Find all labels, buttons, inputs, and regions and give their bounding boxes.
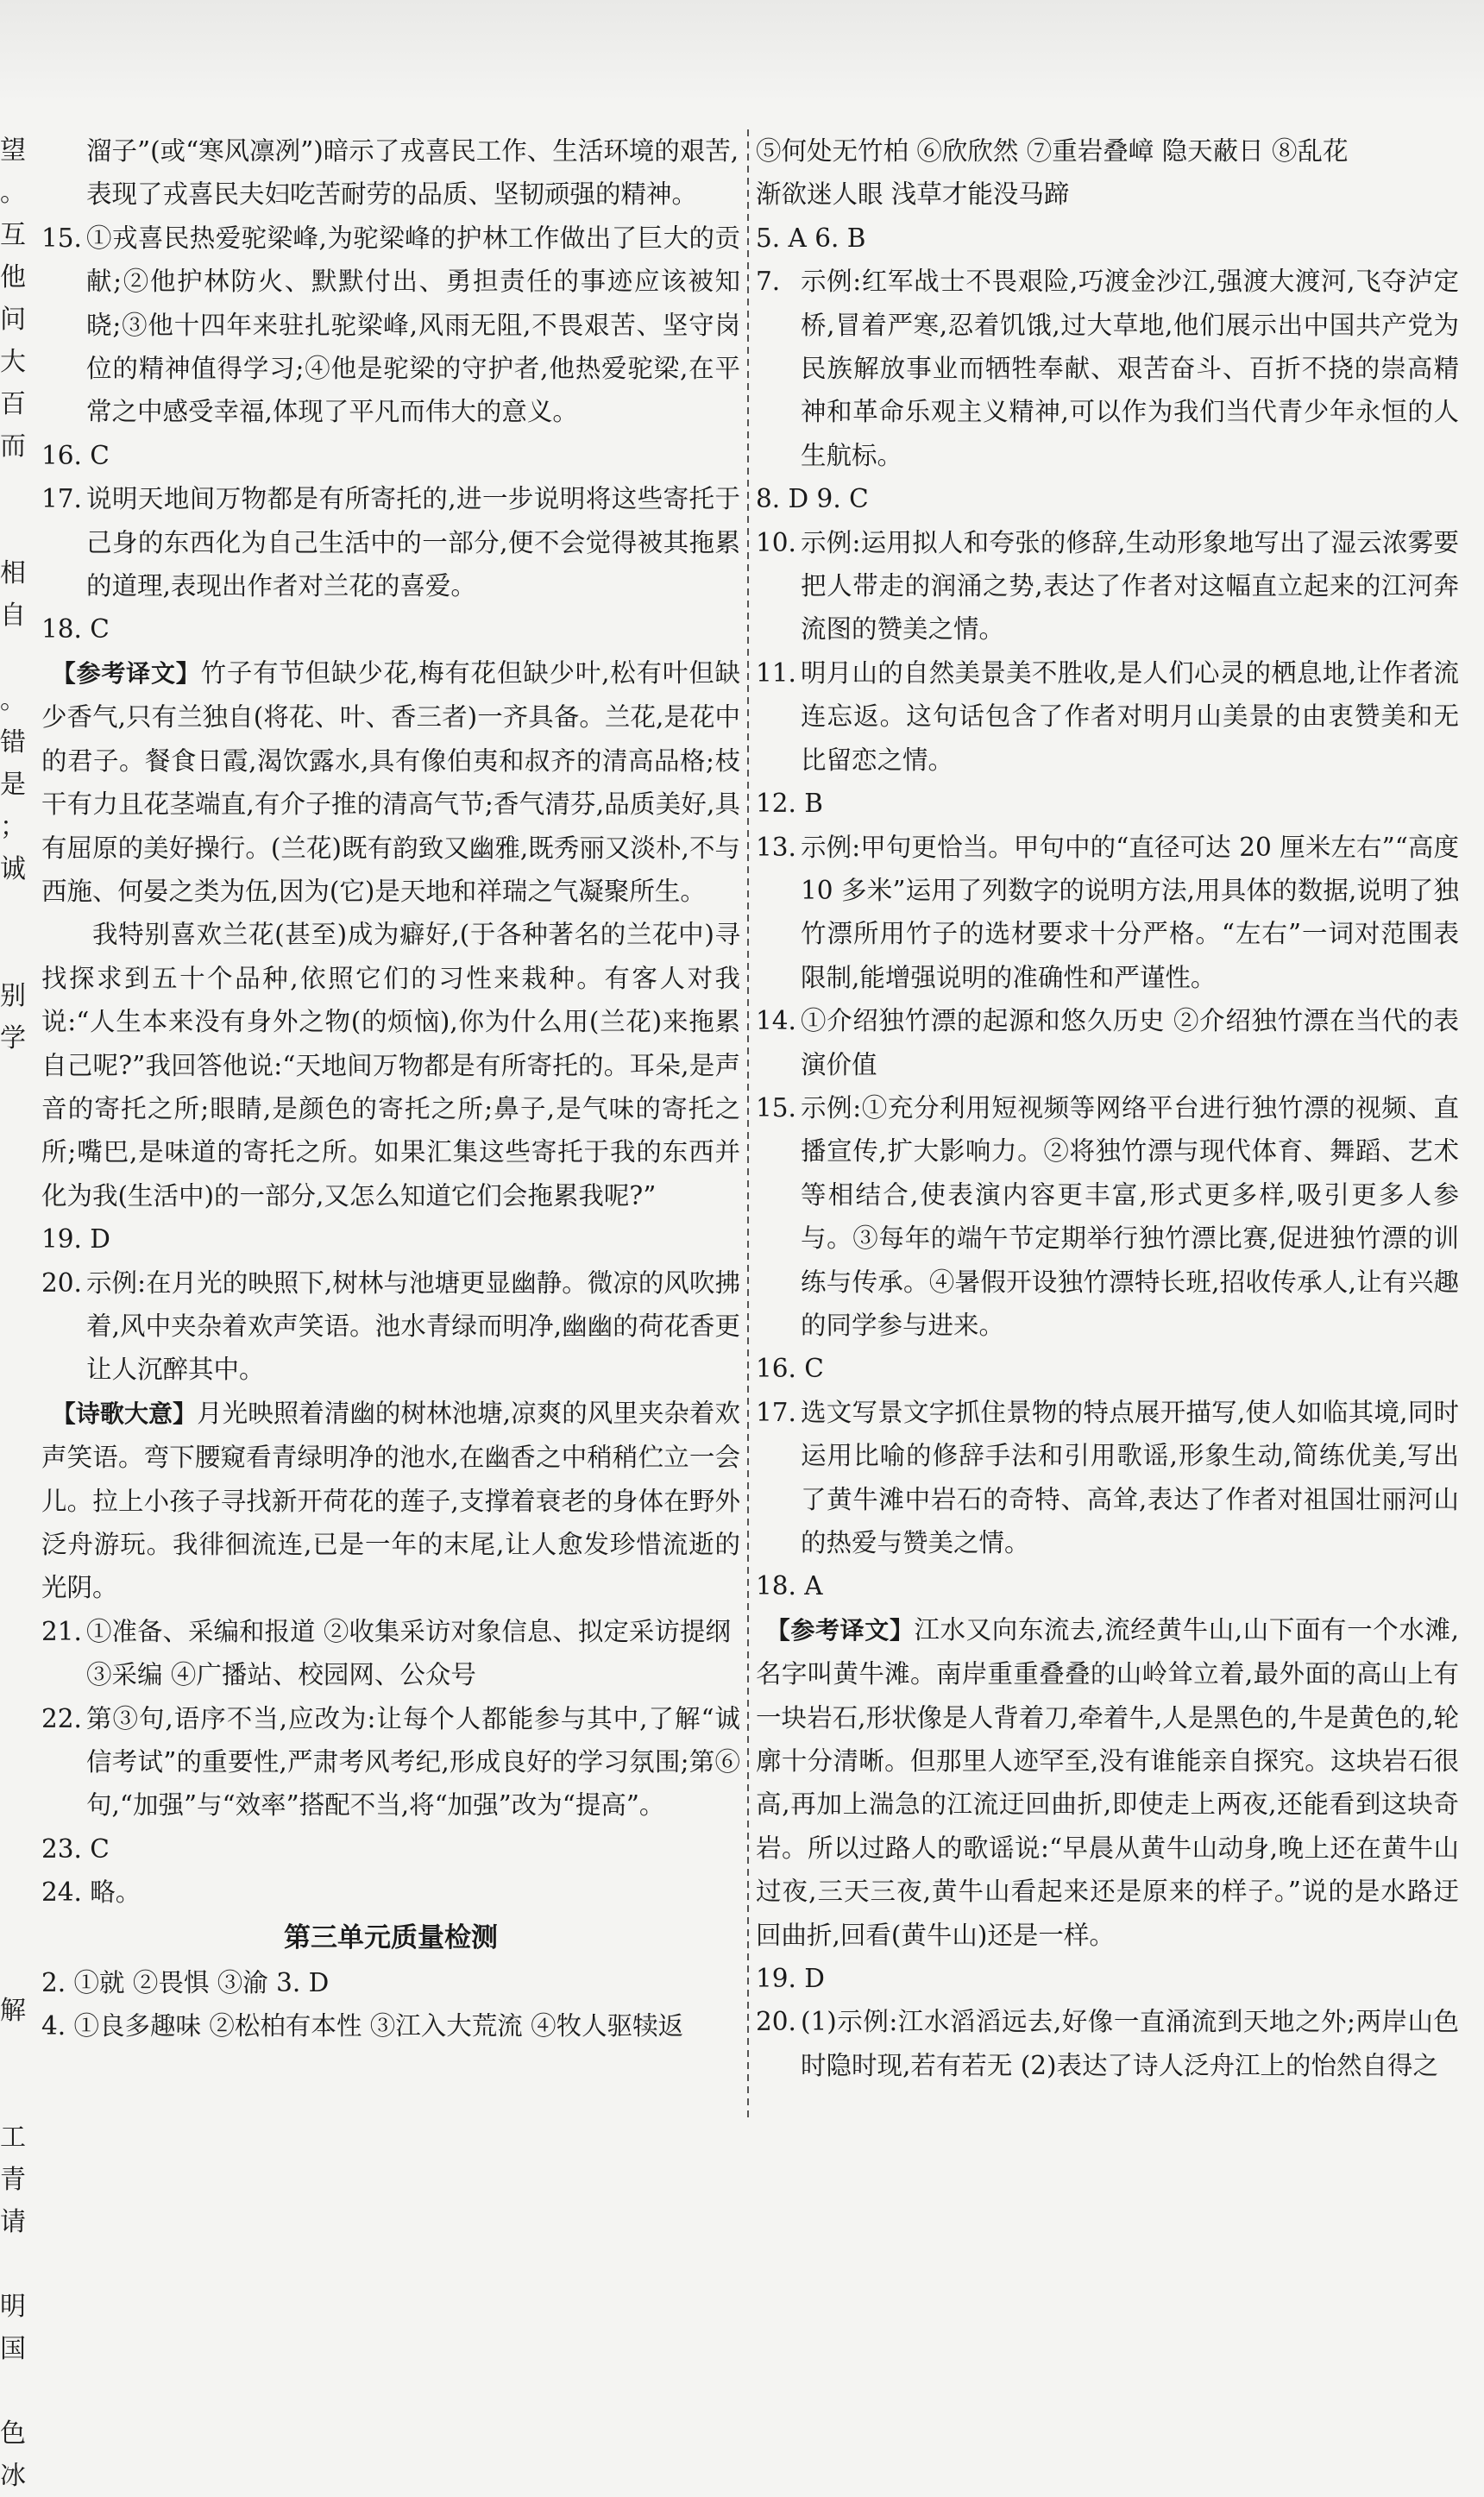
- answer-short: 4. ①良多趣味 ②松柏有本性 ③江入大荒流 ④牧人驱犊返: [41, 2011, 684, 2041]
- section-title: 第三单元质量检测: [284, 1921, 498, 1953]
- edge-char: 青: [0, 2165, 26, 2195]
- edge-char: [0, 1609, 35, 1651]
- item-text: 选文写景文字抓住景物的特点展开描写,使人如临其境,同时运用比喻的修辞手法和引用歌谣,形象生动,简练优美,写出了黄牛滩中岩石的奇特、高耸,表达了作者对祖国壮丽河山的热爱与赞美之情。: [801, 1397, 1459, 1557]
- edge-char: [1465, 1778, 1484, 1821]
- edge-char: [1465, 1060, 1484, 1102]
- edge-char: [0, 1651, 35, 1694]
- item-text: ③采编 ④广播站、校园网、公众号: [86, 1660, 476, 1690]
- edge-char: [1465, 2286, 1484, 2328]
- edge-char: [1465, 1863, 1484, 1905]
- edge-char: [0, 2243, 35, 2286]
- edge-char: [0, 1525, 35, 1567]
- edge-char: 望: [0, 135, 26, 166]
- edge-char: [0, 1144, 35, 1186]
- right-column: [756, 129, 1459, 2087]
- answer-short: 24. 略。: [41, 1877, 141, 1908]
- answer-short: 12. B: [756, 789, 823, 819]
- edge-char: [1465, 1736, 1484, 1778]
- item-text: 示例:①充分利用短视频等网络平台进行独竹漂的视频、直播宣传,扩大影响力。②将独竹漂与现代体育、舞蹈、艺术等相结合,使表演内容更丰富,形式更多样,吸引更多人参与。③每年的端午节定期举行独竹漂比赛,促进独竹漂的训练与传承。④暑假开设独竹漂特长班,招收传承人,让有兴趣的同学参与进来。: [801, 1092, 1459, 1340]
- translation-tag: 【参考译文】: [765, 1615, 915, 1645]
- right-edge-clipped-text: [1465, 129, 1484, 2412]
- edge-char: [1465, 1651, 1484, 1694]
- edge-char: [0, 1229, 35, 1271]
- q4-continuation-line: ⑤何处无竹柏 ⑥欣欣然 ⑦重岩叠嶂 隐天蔽日 ⑧乱花: [756, 136, 1349, 166]
- item-text: 明月山的自然美景美不胜收,是人们心灵的栖息地,让作者流连忘返。这句话包含了作者对明月山美景的由衷赞美和无比留恋之情。: [801, 657, 1459, 775]
- edge-char: 请: [0, 2207, 26, 2237]
- edge-char: [1465, 764, 1484, 806]
- edge-char: [0, 1736, 35, 1778]
- item-number: 15.: [41, 223, 82, 253]
- edge-char: [1465, 214, 1484, 256]
- edge-char: [0, 468, 35, 510]
- edge-char: [1465, 2074, 1484, 2116]
- answer-short: 18. A: [756, 1571, 823, 1601]
- item-text: 示例:在月光的映照下,树林与池塘更显幽静。微凉的风吹拂着,风中夹杂着欢声笑语。池水青绿而明净,幽幽的荷花香更让人沉醉其中。: [86, 1267, 740, 1385]
- answer-item: [41, 1697, 740, 1827]
- edge-char: [1465, 299, 1484, 341]
- edge-char: [1465, 1525, 1484, 1567]
- edge-char: [0, 1102, 35, 1144]
- edge-char: [1465, 1567, 1484, 1609]
- answer-item: [41, 1610, 740, 1697]
- edge-char: 而: [0, 431, 26, 462]
- edge-char: 相: [0, 558, 26, 588]
- edge-char: [0, 933, 35, 975]
- edge-char: [0, 1694, 35, 1736]
- column-divider: [747, 129, 749, 2123]
- edge-char: [1465, 1821, 1484, 1863]
- answer-short: 16. C: [756, 1354, 824, 1384]
- edge-char: [0, 1482, 35, 1525]
- edge-char: [1465, 1905, 1484, 1947]
- edge-char: [0, 1863, 35, 1905]
- edge-char: [1465, 1102, 1484, 1144]
- edge-char: [1465, 129, 1484, 172]
- item-number: 10.: [756, 527, 796, 557]
- page-top-shadow: [0, 0, 1484, 104]
- translation-paragraph: [756, 1608, 1459, 1957]
- edge-char: [1465, 679, 1484, 721]
- item-number: 20.: [756, 2007, 796, 2037]
- translation-text: 江水又向东流去,流经黄牛山,山下面有一个水滩,名字叫黄牛滩。南岸重重叠叠的山岭耸立着,最外面的高山上有一块岩石,形状像是人背着刀,牵着牛,人是黑色的,牛是黄色的,轮廓十分清晰。但那里人迹罕至,没有谁能亲自探究。这块岩石很高,再加上湍急的江流迂回曲折,即使走上两夜,还能看到这块奇岩。所以过路人的歌谣说:“早晨从黄牛山动身,晚上还在黄牛山过夜,三天三夜,黄牛山看起来还是原来的样子。”说的是水路迂回曲折,回看(黄牛山)还是一样。: [756, 1614, 1459, 1950]
- answer-item: [756, 521, 1459, 651]
- item-number: 17.: [756, 1397, 796, 1427]
- edge-char: [0, 2370, 35, 2412]
- edge-char: [1465, 1144, 1484, 1186]
- edge-char: [1465, 1271, 1484, 1313]
- poem-text: 月光映照着清幽的树林池塘,凉爽的风里夹杂着欢声笑语。弯下腰窥看青绿明净的池水,在幽香之中稍稍伫立一会儿。拉上小孩子寻找新开荷花的莲子,支撑着衰老的身体在野外泛舟游玩。我徘徊流连,已是一年的末尾,让人愈发珍惜流逝的光阴。: [41, 1398, 740, 1603]
- edge-char: ；: [0, 812, 26, 842]
- edge-char: [0, 1440, 35, 1482]
- item-text: (1)示例:江水滔滔远去,好像一直涌流到天地之外;两岸山色时隐时现,若有若无 (2)表达了诗人泛舟江上的怡然自得之: [801, 2007, 1459, 2080]
- edge-char: [0, 1398, 35, 1440]
- edge-char: [0, 1355, 35, 1398]
- edge-char: [0, 890, 35, 933]
- q14-continuation-line: 溜子”(或“寒风凛冽”)暗示了戎喜民工作、生活环境的艰苦,: [86, 136, 739, 166]
- edge-char: [0, 1567, 35, 1609]
- edge-char: [0, 2074, 35, 2116]
- edge-char: 解: [0, 1996, 26, 2026]
- edge-char: [1465, 806, 1484, 848]
- edge-char: 是: [0, 770, 26, 800]
- item-number: 17.: [41, 484, 82, 514]
- item-number: 21.: [41, 1616, 82, 1646]
- q4-continuation-line: 渐欲迷人眼 浅草才能没马蹄: [756, 179, 1070, 210]
- edge-char: [1465, 2201, 1484, 2243]
- edge-char: [1465, 1482, 1484, 1525]
- edge-char: [1465, 468, 1484, 510]
- edge-char: 互: [0, 220, 26, 250]
- edge-char: 别: [0, 981, 26, 1011]
- edge-char: [1465, 425, 1484, 468]
- edge-char: [1465, 1355, 1484, 1398]
- edge-char: [1465, 721, 1484, 764]
- edge-char: 学: [0, 1023, 26, 1054]
- answer-short: 18. C: [41, 614, 110, 645]
- edge-char: [1465, 2116, 1484, 2159]
- edge-char: [1465, 2032, 1484, 2074]
- left-column: [41, 129, 740, 2048]
- answer-short: 2. ①就 ②畏惧 ③渝 3. D: [41, 1968, 330, 1998]
- answer-item: [756, 651, 1459, 782]
- answer-short: 5. A 6. B: [756, 223, 866, 253]
- edge-char: [1465, 637, 1484, 679]
- q14-continuation-line: 表现了戎喜民夫妇吃苦耐劳的品质、坚韧顽强的精神。: [86, 179, 698, 210]
- answer-short: 23. C: [41, 1833, 110, 1864]
- edge-char: [0, 1778, 35, 1821]
- item-text: 示例:红军战士不畏艰险,巧渡金沙江,强渡大渡河,飞夺泸定桥,冒着严寒,忍着饥饿,过大草地,他们展示出中国共产党为民族解放事业而牺牲奉献、艰苦奋斗、百折不挠的崇高精神和革命乐观主义精神,可以作为我们当代青少年永恒的人生航标。: [801, 267, 1459, 470]
- edge-char: [1465, 1947, 1484, 1990]
- edge-char: 他: [0, 262, 26, 292]
- item-text: 第③句,语序不当,应改为:让每个人都能参与其中,了解“诚信考试”的重要性,严肃考风考纪,形成良好的学习氛围;第⑥句,“加强”与“效率”搭配不当,将“加强”改为“提高”。: [86, 1703, 740, 1821]
- answer-short: 8. D 9. C: [756, 484, 869, 514]
- edge-char: [1465, 2370, 1484, 2412]
- item-number: 7.: [756, 267, 781, 297]
- edge-char: [1465, 1990, 1484, 2032]
- edge-char: [1465, 1229, 1484, 1271]
- edge-char: [1465, 975, 1484, 1017]
- item-text: ①准备、采编和报道 ②收集采访对象信息、拟定采访提纲: [86, 1616, 731, 1646]
- poem-meaning-paragraph: [41, 1392, 740, 1610]
- item-text: 示例:甲句更恰当。甲句中的“直径可达 20 厘米左右”“高度 10 多米”运用了列数字的说明方法,用具体的数据,说明了独竹漂所用竹子的选材要求十分严格。“左右”一词对范围表限制,能增强说明的准确性和严谨性。: [801, 832, 1459, 992]
- item-text: 示例:运用拟人和夸张的修辞,生动形象地写出了湿云浓雾要把人带走的润涌之势,表达了作者对这幅直立起来的江河奔流图的赞美之情。: [801, 527, 1459, 645]
- item-number: 14.: [756, 1006, 796, 1036]
- edge-char: [0, 1060, 35, 1102]
- edge-char: [0, 510, 35, 552]
- answer-item: [756, 1086, 1459, 1347]
- edge-char: 诚: [0, 854, 26, 884]
- edge-char: [1465, 256, 1484, 299]
- edge-char: [0, 1186, 35, 1229]
- answer-short: 19. D: [756, 1964, 825, 1994]
- answer-item: [756, 2000, 1459, 2087]
- edge-char: [0, 1271, 35, 1313]
- edge-char: [1465, 933, 1484, 975]
- edge-char: 自: [0, 601, 26, 631]
- edge-char: 。: [0, 178, 26, 208]
- edge-char: 错: [0, 727, 26, 758]
- translation-text: 竹子有节但缺少花,梅有花但缺少叶,松有叶但缺少香气,只有兰独自(将花、叶、香三者)一齐具备。兰花,是花中的君子。餐食日霞,渴饮露水,具有像伯夷和叔齐的清高品格;枝干有力且花茎端直,有介子推的清高气节;香气清芬,品质美好,具有屈原的美好操行。(兰花)既有韵致又幽雅,既秀丽又淡朴,不与西施、何晏之类为伍,因为(它)是天地和祥瑞之气凝聚所生。: [41, 657, 740, 906]
- edge-char: [1465, 1440, 1484, 1482]
- edge-char: 百: [0, 389, 26, 419]
- edge-char: [1465, 594, 1484, 637]
- edge-char: 国: [0, 2334, 26, 2364]
- left-edge-clipped-text: [0, 129, 35, 2497]
- edge-char: [0, 1905, 35, 1947]
- poem-tag: 【诗歌大意】: [51, 1399, 198, 1428]
- edge-char: [1465, 172, 1484, 214]
- edge-char: [1465, 1609, 1484, 1651]
- edge-char: [1465, 848, 1484, 890]
- translation-tag: 【参考译文】: [51, 658, 201, 688]
- edge-char: [1465, 1694, 1484, 1736]
- answer-item: [756, 826, 1459, 1000]
- item-number: 20.: [41, 1267, 82, 1298]
- item-number: 13.: [756, 832, 796, 862]
- edge-char: [1465, 383, 1484, 425]
- edge-char: [0, 1947, 35, 1990]
- edge-char: [1465, 2243, 1484, 2286]
- edge-char: [1465, 1186, 1484, 1229]
- translation-paragraph: 我特别喜欢兰花(甚至)成为癖好,(于各种著名的兰花中)寻找探求到五十个品种,依照它们的习性来栽种。有客人对我说:“人生本来没有身外之物(的烦恼),你为什么用(兰花)来拖累自己呢?”我回答他说:“天地间万物都是有所寄托的。耳朵,是声音的寄托之所;眼睛,是颜色的寄托之所;鼻子,是气味的寄托之所;嘴巴,是味道的寄托之所。如果汇集这些寄托于我的东西并化为我(生活中)的一部分,又怎么知道它们会拖累我呢?”: [41, 920, 740, 1211]
- edge-char: [1465, 552, 1484, 594]
- item-text: 说明天地间万物都是有所寄托的,进一步说明将这些寄托于己身的东西化为自己生活中的一部分,便不会觉得被其拖累的道理,表现出作者对兰花的喜爱。: [86, 484, 740, 601]
- answer-item: [41, 1261, 740, 1392]
- edge-char: [1465, 2159, 1484, 2201]
- answer-item: [756, 1391, 1459, 1565]
- answer-item: [41, 217, 740, 434]
- edge-char: 。: [0, 685, 26, 715]
- item-text: ①介绍独竹漂的起源和悠久历史 ②介绍独竹漂在当代的表演价值: [801, 1006, 1459, 1079]
- answer-item: [41, 477, 740, 607]
- edge-char: [1465, 1313, 1484, 1355]
- answer-short: 19. D: [41, 1224, 110, 1255]
- answer-short: 16. C: [41, 440, 110, 470]
- answer-item: [756, 260, 1459, 477]
- edge-char: 工: [0, 2123, 26, 2153]
- edge-char: [1465, 1017, 1484, 1060]
- translation-paragraph: [41, 651, 740, 913]
- item-number: 22.: [41, 1703, 82, 1733]
- edge-char: [0, 637, 35, 679]
- item-text: ①戎喜民热爱驼梁峰,为驼梁峰的护林工作做出了巨大的贡献;②他护林防火、默默付出、勇担责任的事迹应该被知晓;③他十四年来驻扎驼梁峰,风雨无阻,不畏艰苦、坚守岗位的精神值得学习;④他是驼梁的守护者,他热爱驼梁,在平常之中感受幸福,体现了平凡而伟大的意义。: [86, 223, 740, 427]
- edge-char: 问: [0, 305, 26, 335]
- edge-char: [1465, 510, 1484, 552]
- edge-char: [0, 2032, 35, 2074]
- edge-char: [1465, 890, 1484, 933]
- item-number: 11.: [756, 657, 796, 688]
- edge-char: [1465, 1398, 1484, 1440]
- edge-char: 明: [0, 2292, 26, 2322]
- edge-char: 冰: [0, 2461, 26, 2491]
- edge-char: [0, 1821, 35, 1863]
- edge-char: [1465, 341, 1484, 383]
- edge-char: [0, 1313, 35, 1355]
- edge-char: 大: [0, 347, 26, 377]
- edge-char: [1465, 2328, 1484, 2370]
- answer-item: [756, 999, 1459, 1086]
- edge-char: 色: [0, 2418, 26, 2449]
- item-number: 15.: [756, 1092, 796, 1123]
